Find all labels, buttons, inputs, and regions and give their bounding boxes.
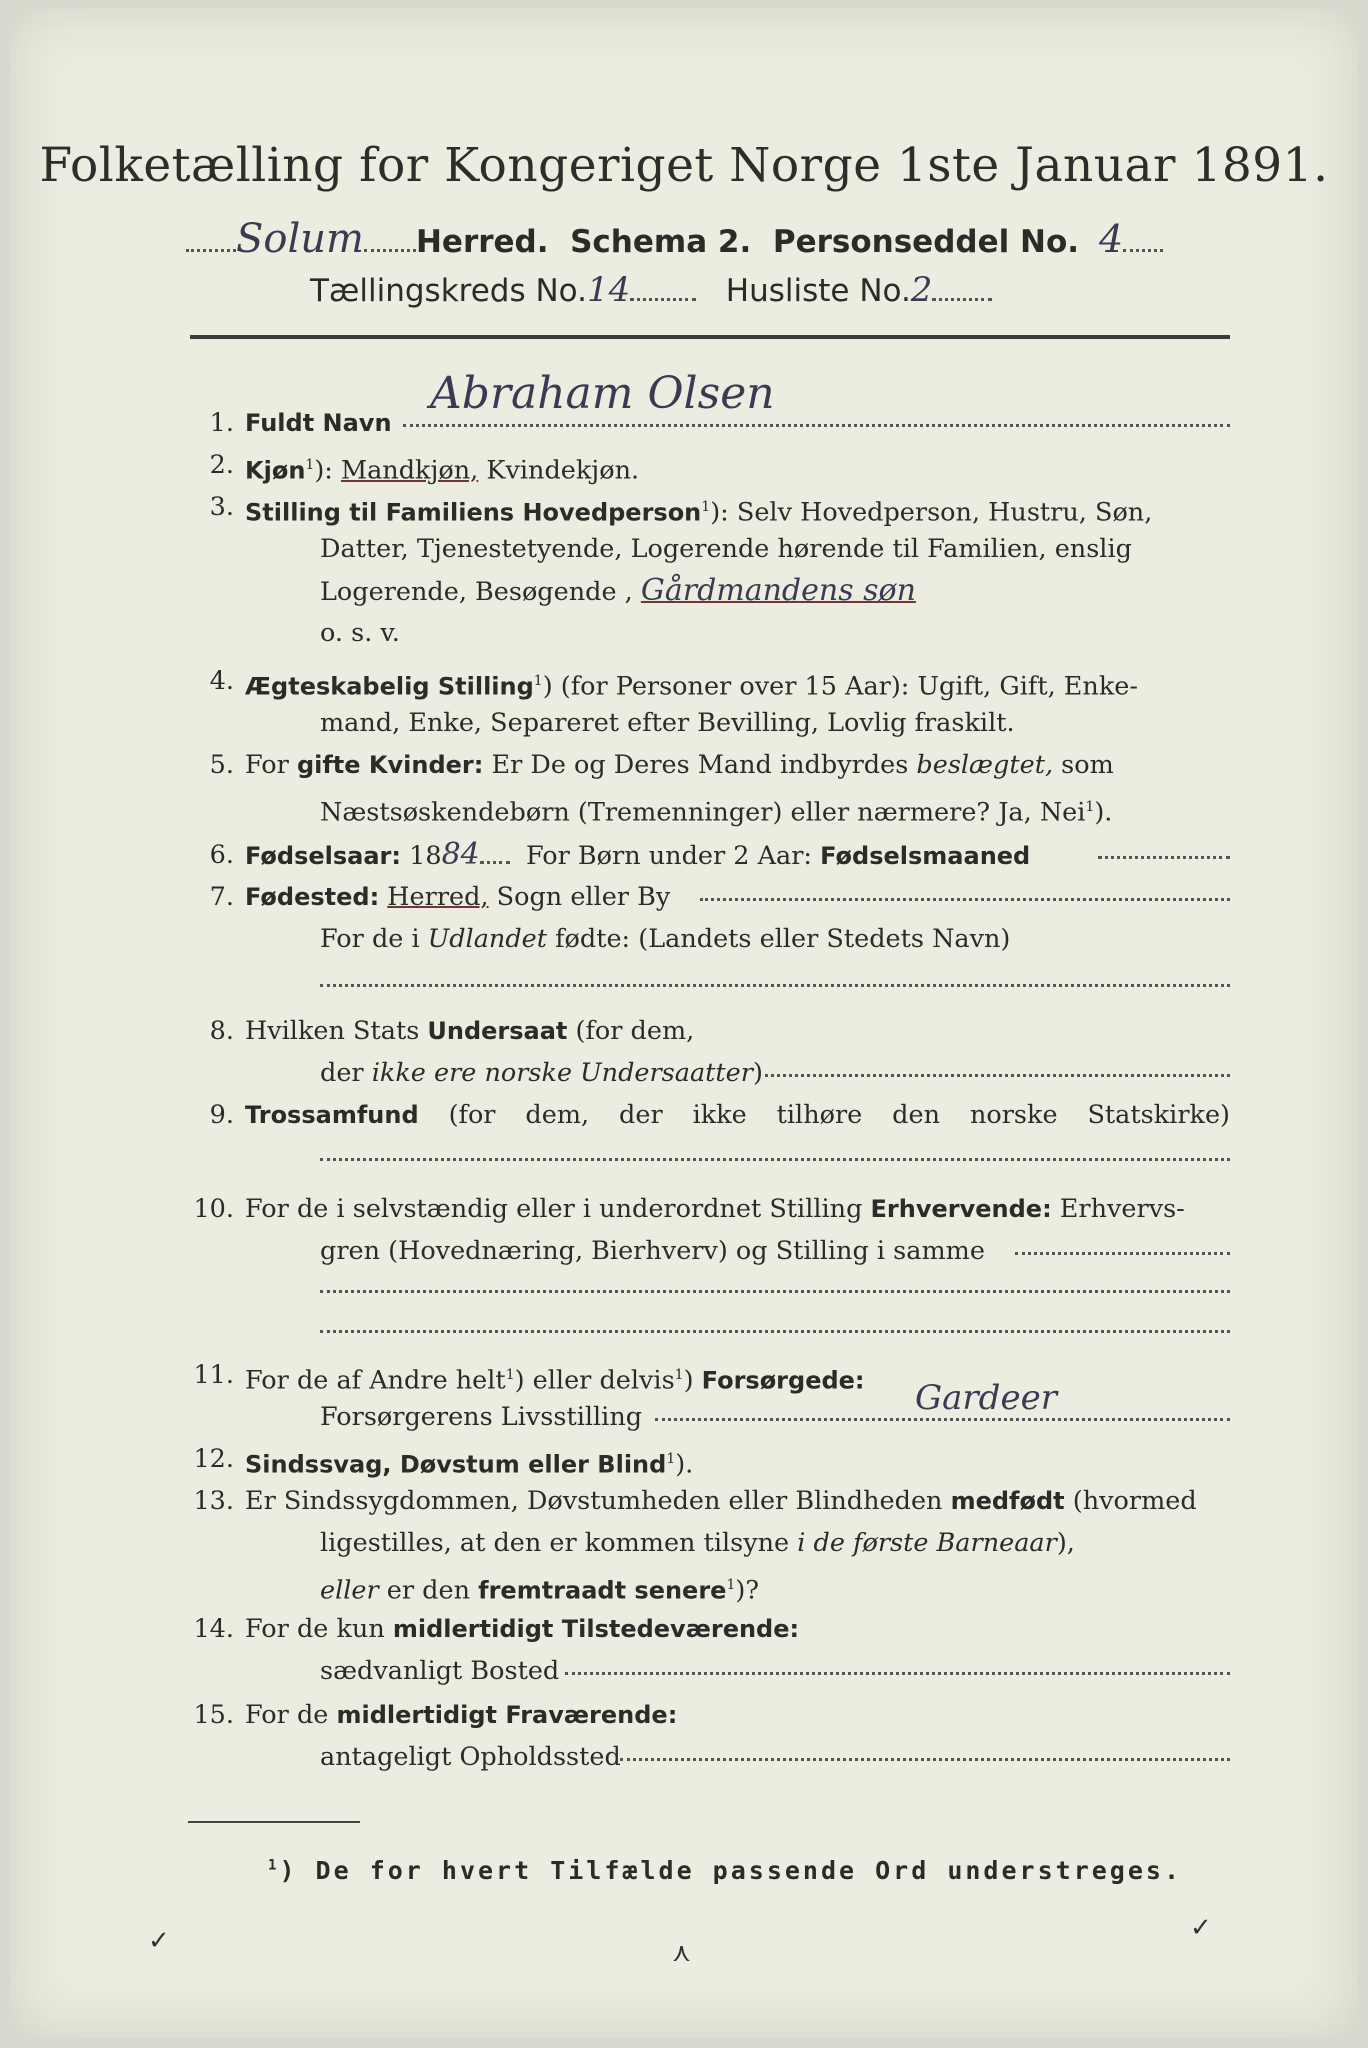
- text: ): [683, 1365, 694, 1396]
- dependents-label: Forsørgede:: [701, 1366, 865, 1395]
- provider-fill-line: [655, 1418, 1230, 1421]
- text: Udlandet: [427, 924, 547, 954]
- occupation-fill-line-3: [320, 1330, 1230, 1333]
- text: For de af Andre helt: [245, 1365, 506, 1396]
- text: fødte: (Landets eller Stedets Navn): [555, 924, 1011, 954]
- footnote-rule: [188, 1821, 360, 1823]
- footnote-ref: 1: [505, 1367, 515, 1383]
- text: er den: [386, 1575, 471, 1606]
- congenital-label: medfødt: [950, 1487, 1065, 1515]
- text: Er De og Deres Mand indbyrdes: [491, 750, 909, 780]
- item-number: 2.: [209, 450, 234, 480]
- item-number: 13.: [193, 1486, 234, 1516]
- personseddel-label: Personseddel No.: [772, 224, 1080, 260]
- text: Erhvervs-: [1059, 1194, 1185, 1224]
- text: )?: [735, 1575, 759, 1606]
- birth-month-label: Fødselsmaaned: [820, 842, 1031, 870]
- text: For: [245, 750, 289, 780]
- citizenship-fill-line: [765, 1074, 1230, 1077]
- name-fill-line: [403, 424, 1230, 427]
- text: ): [752, 1058, 763, 1088]
- text: For de i selvstændig eller i underordnet Stilling: [245, 1194, 863, 1224]
- corner-mark-right: ✓: [1190, 1913, 1212, 1943]
- text: o. s. v.: [320, 618, 400, 648]
- text: ): Selv Hovedperson, Hustru, Søn,: [710, 497, 1153, 528]
- item-number: 12.: [193, 1444, 234, 1474]
- item-number: 7.: [209, 882, 234, 912]
- footnote-ref: 1: [666, 1451, 676, 1467]
- item-number: 4.: [209, 666, 234, 696]
- footnote-ref: 1: [674, 1367, 684, 1383]
- temporary-absent-label: midlertidigt Fraværende:: [336, 1701, 678, 1729]
- kreds-label: Tællingskreds No.: [310, 273, 587, 309]
- text: Forsørgerens Livsstilling: [320, 1402, 643, 1432]
- header-rule: [190, 335, 1230, 339]
- full-name-label: Fuldt Navn: [245, 409, 392, 437]
- text: eller: [320, 1575, 379, 1606]
- footnote-ref: 1: [533, 673, 543, 689]
- text: Sogn eller By: [496, 882, 671, 912]
- birthplace-fill-line: [700, 898, 1230, 901]
- item-number: 5.: [209, 750, 234, 780]
- item-number: 9.: [209, 1100, 234, 1130]
- herred-handwritten: Solum: [236, 216, 364, 262]
- full-name-answer: Abraham Olsen: [430, 368, 775, 419]
- footnote-ref: 1: [268, 1857, 280, 1874]
- text: antageligt Opholdssted: [320, 1742, 621, 1772]
- disability-label: Sindssvag, Døvstum eller Blind: [245, 1450, 667, 1479]
- text: Næstsøskendebørn (Tremenninger) eller nærmere? Ja, Nei: [320, 797, 1086, 828]
- text: 18: [409, 841, 442, 871]
- text: (hvormed: [1072, 1486, 1197, 1516]
- footnote-ref: 1: [701, 499, 711, 515]
- citizenship-label: Undersaat: [427, 1017, 568, 1045]
- item-number: 10.: [193, 1194, 234, 1224]
- footnote-ref: 1: [305, 457, 315, 473]
- footnote-text: ) De for hvert Tilfælde passende Ord understreges.: [279, 1856, 1183, 1885]
- text: ligestilles, at den er kommen tilsyne: [320, 1528, 790, 1558]
- religion-fill-line: [320, 1158, 1230, 1161]
- census-form-page: [10, 8, 1358, 2038]
- occupation-label: Erhvervende:: [870, 1195, 1052, 1223]
- sex-label: Kjøn: [245, 456, 306, 485]
- text: gren (Hovednæring, Bierhverv) og Stilling i samme: [320, 1236, 985, 1266]
- text: For de i: [320, 924, 420, 954]
- religion-label: Trossamfund: [245, 1101, 419, 1129]
- text: Datter, Tjenestetyende, Logerende hørende til Familien, enslig: [320, 534, 1132, 564]
- text: (for dem,: [575, 1016, 695, 1046]
- text: ):: [314, 455, 333, 486]
- item-number: 1.: [209, 408, 234, 438]
- form-title: Folketælling for Kongeriget Norge 1ste Januar 1891.: [39, 138, 1329, 193]
- text: For de kun: [245, 1614, 385, 1644]
- text: For de: [245, 1700, 329, 1730]
- text: som: [1061, 750, 1114, 780]
- text: sædvanligt Bosted: [320, 1656, 560, 1686]
- later-onset-label: fremtraadt senere: [478, 1576, 727, 1605]
- kreds-line: [310, 270, 1110, 320]
- text: ) (for Personer over 15 Aar): Ugift, Gift, Enke-: [542, 671, 1138, 702]
- text: mand, Enke, Separeret efter Bevilling, Lovlig fraskilt.: [320, 708, 1015, 738]
- item-number: 15.: [193, 1700, 234, 1730]
- footnote-ref: 1: [726, 1577, 736, 1593]
- occupation-fill-line-2: [320, 1290, 1230, 1293]
- footnote: [268, 1856, 1182, 1885]
- occupation-fill-line: [1015, 1252, 1230, 1255]
- text: ).: [675, 1449, 694, 1480]
- herred-label: Herred.: [415, 224, 549, 260]
- marital-status-label: Ægteskabelig Stilling: [245, 672, 534, 701]
- text: (for dem, der ikke tilhøre den norske Statskirke): [448, 1100, 1231, 1130]
- text: ikke ere norske Undersaatter: [371, 1058, 753, 1088]
- schema-label: Schema 2.: [570, 224, 752, 260]
- text: ).: [1094, 797, 1113, 828]
- corner-mark-left: ✓: [148, 1926, 170, 1956]
- text: beslægtet,: [916, 750, 1054, 780]
- temporary-present-label: midlertidigt Tilstedeværende:: [392, 1615, 800, 1643]
- item-number: 6.: [209, 840, 234, 870]
- husliste-label: Husliste No.: [725, 273, 911, 309]
- birthplace-option-herred: Herred,: [387, 882, 489, 912]
- personseddel-no: 4: [1099, 217, 1124, 261]
- sex-option-male: Mandkjøn,: [340, 455, 479, 486]
- family-position-answer: Gårdmandens søn: [640, 573, 916, 608]
- item-number: 8.: [209, 1016, 234, 1046]
- item-number: 14.: [193, 1614, 234, 1644]
- married-women-label: gifte Kvinder:: [296, 751, 484, 779]
- text: i de første Barneaar: [797, 1528, 1057, 1558]
- birth-year-label: Fødselsaar:: [245, 842, 401, 870]
- birthplace-label: Fødested:: [245, 883, 380, 911]
- text: Er Sindssygdommen, Døvstumheden eller Blindheden: [245, 1486, 943, 1516]
- item-number: 3.: [209, 492, 234, 522]
- foreign-birthplace-fill-line: [320, 984, 1230, 987]
- herred-line: [186, 216, 1236, 266]
- kreds-no: 14: [586, 270, 631, 310]
- birth-year-answer: 84: [441, 837, 480, 872]
- corner-mark-center: ⋏: [672, 1938, 692, 1968]
- text: For Børn under 2 Aar:: [525, 841, 813, 871]
- provider-occupation-answer: Gardeer: [915, 1378, 1057, 1418]
- text: Hvilken Stats: [245, 1016, 420, 1046]
- usual-residence-fill-line: [565, 1672, 1230, 1675]
- text: der: [320, 1058, 364, 1088]
- footnote-ref: 1: [1085, 799, 1095, 815]
- sex-option-female: Kvindekjøn.: [486, 455, 640, 486]
- text: Logerende, Besøgende ,: [320, 577, 633, 607]
- probable-residence-fill-line: [620, 1758, 1230, 1761]
- family-position-label: Stilling til Familiens Hovedperson: [245, 498, 702, 527]
- item-number: 11.: [193, 1360, 234, 1390]
- text: ) eller delvis: [514, 1365, 675, 1396]
- text: ),: [1056, 1528, 1075, 1558]
- birth-month-fill-line: [1098, 856, 1230, 859]
- husliste-no: 2: [910, 270, 933, 310]
